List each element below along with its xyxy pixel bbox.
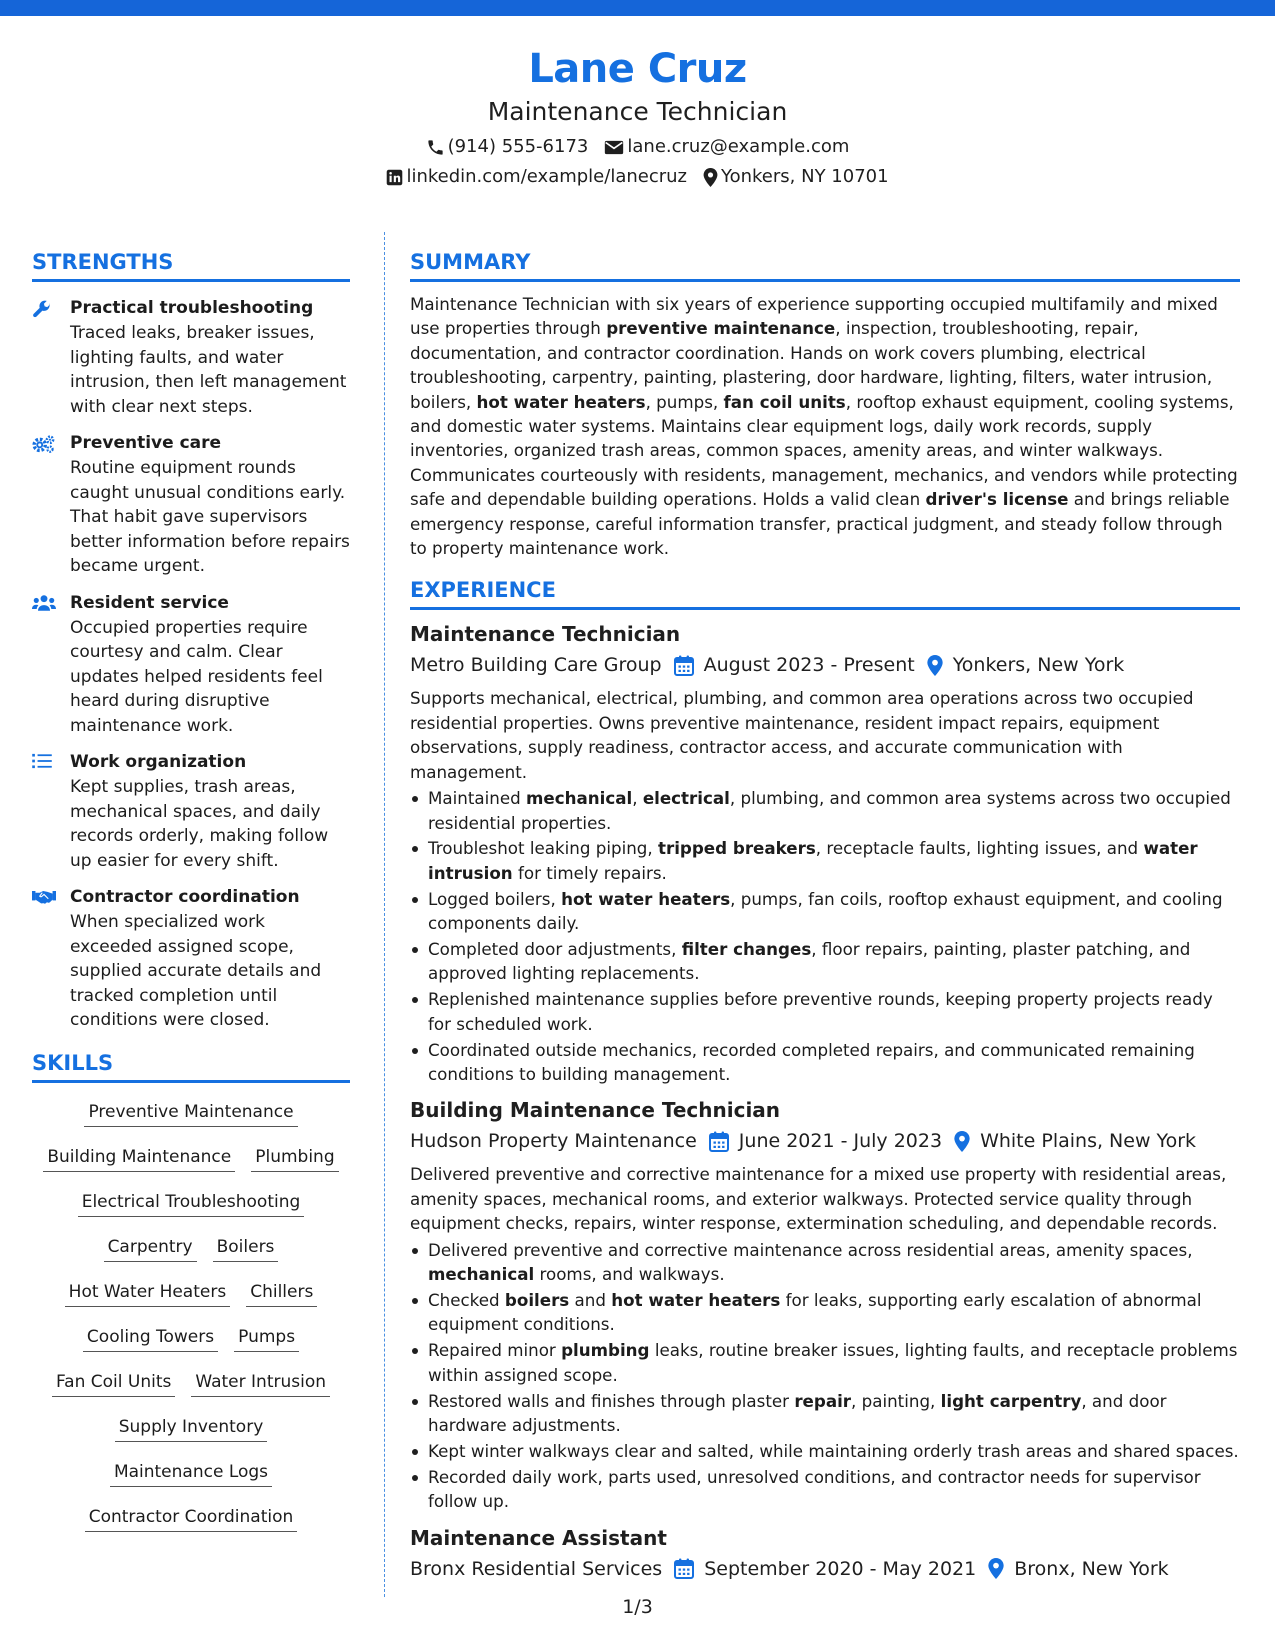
job-meta: [410, 1554, 1240, 1584]
skill-tag: Chillers: [246, 1281, 317, 1307]
job-entry: [410, 620, 1240, 1086]
skill-row: [32, 1361, 350, 1406]
bullet-item: [410, 1038, 1240, 1087]
strength-title: Resident service: [70, 592, 229, 613]
text-run: rooms, and walkways.: [534, 1264, 725, 1285]
column-divider: [384, 232, 385, 1597]
text-run: Maintenance Technician with six years of experience supporting occupied multifamily and mixed use properties through: [410, 294, 1218, 339]
bold-keyword: fan coil units: [723, 391, 846, 412]
calendar-icon: [709, 1131, 729, 1152]
company-name: Hudson Property Maintenance: [410, 1130, 697, 1153]
map-pin-icon: [927, 655, 943, 676]
skill-tag: Contractor Coordination: [85, 1506, 298, 1532]
top-accent-bar: [0, 0, 1275, 16]
bold-keyword: hot water heaters: [476, 391, 646, 412]
text-run: Replenished maintenance supplies before preventive rounds, keeping property projects ready for scheduled work.: [428, 989, 1213, 1034]
strength-body: [70, 591, 350, 739]
experience-section: [410, 576, 1240, 1583]
text-run: Delivered preventive and corrective maintenance across residential areas, amenity spaces,: [428, 1239, 1193, 1260]
bold-keyword: hot water heaters: [561, 888, 731, 909]
strengths-list: [32, 296, 350, 1033]
job-title: Building Maintenance Technician: [410, 1098, 781, 1123]
job-meta: [410, 650, 1240, 680]
text-run: Kept winter walkways clear and salted, while maintaining orderly trash areas and shared spaces.: [428, 1440, 1239, 1461]
location-text: White Plains, New York: [980, 1130, 1197, 1153]
job-company: [410, 1554, 662, 1584]
strength-title: Work organization: [70, 752, 247, 772]
skill-row: [32, 1136, 350, 1181]
skill-tag: Boilers: [213, 1236, 279, 1262]
skill-tag: Fan Coil Units: [52, 1371, 175, 1397]
dates-text: September 2020 - May 2021: [704, 1557, 977, 1580]
text-run: , pumps, fan coils, rooftop exhaust equipment, and cooling components daily.: [428, 888, 1223, 934]
bullet-list: [410, 786, 1240, 1086]
skill-tag: Plumbing: [251, 1146, 338, 1172]
text-run: Logged boilers,: [428, 888, 562, 909]
strength-body: [70, 296, 350, 419]
text-run: and: [569, 1290, 612, 1310]
strength-desc: When specialized work exceeded assigned scope, supplied accurate details and tracked completion until conditions were closed.: [70, 912, 322, 1030]
location-text: Bronx, New York: [1014, 1557, 1169, 1580]
summary-text: [410, 292, 1240, 560]
bullet-item: [410, 987, 1240, 1036]
strength-title: Practical troubleshooting: [70, 298, 314, 318]
summary-heading: SUMMARY: [410, 248, 1240, 282]
strength-body: [70, 885, 350, 1033]
candidate-name: Lane Cruz: [528, 46, 747, 92]
company-name: Metro Building Care Group: [410, 654, 662, 677]
strength-title: Preventive care: [70, 433, 222, 453]
strength-title: Contractor coordination: [70, 887, 300, 907]
bullet-item: [410, 1338, 1240, 1387]
strength-body: [70, 750, 350, 873]
map-pin-icon: [988, 1558, 1004, 1579]
job-title: Maintenance Technician: [410, 622, 681, 647]
bold-keyword: mechanical: [525, 788, 633, 809]
bold-keyword: boilers: [504, 1290, 570, 1310]
skill-row: [32, 1316, 350, 1361]
text-run: for timely repairs.: [512, 862, 667, 883]
skill-row: [32, 1226, 350, 1271]
linkedin-text: linkedin.com/example/lanecruz: [406, 166, 687, 187]
strength-item: [32, 431, 350, 579]
text-run: Checked: [428, 1290, 505, 1310]
skill-row: [32, 1271, 350, 1316]
job-location: [976, 1554, 1168, 1584]
skill-tag: Supply Inventory: [115, 1416, 268, 1442]
users-icon: [32, 591, 70, 739]
text-run: Maintained: [428, 788, 526, 809]
skill-tag: Electrical Troubleshooting: [78, 1191, 305, 1217]
bullet-item: [410, 937, 1240, 986]
skill-tag: Pumps: [234, 1326, 299, 1352]
strength-desc: Routine equipment rounds caught unusual conditions early. That habit gave supervisors better information before repairs became urgent.: [70, 458, 350, 576]
candidate-title: Maintenance Technician: [487, 97, 788, 126]
calendar-icon: [674, 655, 694, 676]
wrench-icon: [32, 296, 70, 419]
text-run: , rooftop exhaust equipment, cooling systems, and domestic water systems. Maintains clear equipment logs, daily work records, supply inventories, organized trash areas, common spaces, amenity areas, and winter walkways. Communicates courteously with residents, management, mechanics, and vendors while protecting safe and dependable building operations. Holds a valid clean: [410, 391, 1238, 510]
strength-item: [32, 296, 350, 419]
dates-text: August 2023 - Present: [703, 654, 915, 677]
job-dates: [697, 1126, 942, 1156]
job-meta: [410, 1126, 1240, 1156]
map-pin-icon: [703, 168, 718, 187]
resume-header: [0, 42, 1275, 192]
linkedin-icon: [386, 169, 403, 186]
strength-item: [32, 591, 350, 739]
bold-keyword: repair: [794, 1390, 852, 1411]
skill-row: [32, 1181, 350, 1226]
text-run: Troubleshot leaking piping,: [428, 838, 658, 859]
strength-body: [70, 431, 350, 579]
job-location: [915, 650, 1125, 680]
contact-row-2: [0, 162, 1275, 192]
location-item: [703, 162, 889, 192]
bullet-item: [410, 1238, 1240, 1287]
job-description: Supports mechanical, electrical, plumbing, and common area operations across two occupied residential properties. Owns preventive maintenance, resident impact repairs, equipment observations, supply readiness, contractor access, and accurate communication with management.: [410, 688, 1194, 782]
phone-item[interactable]: [426, 132, 589, 162]
text-run: , and door hardware adjustments.: [428, 1390, 1167, 1436]
bold-keyword: preventive maintenance: [606, 318, 836, 339]
strength-desc: Kept supplies, trash areas, mechanical spaces, and daily records orderly, making follow up easier for every shift.: [70, 777, 329, 871]
job-dates: [662, 650, 915, 680]
email-item[interactable]: [604, 132, 849, 162]
job-entry: [410, 1524, 1240, 1584]
job-list: [410, 620, 1240, 1583]
map-pin-icon: [954, 1131, 970, 1152]
text-run: Coordinated outside mechanics, recorded completed repairs, and communicated remaining conditions to building management.: [428, 1039, 1195, 1085]
job-company: [410, 1126, 697, 1156]
skill-tag: Maintenance Logs: [110, 1461, 272, 1487]
skill-tag: Carpentry: [104, 1236, 197, 1262]
job-title: Maintenance Assistant: [410, 1525, 667, 1550]
bold-keyword: electrical: [642, 788, 730, 809]
bullet-item: [410, 786, 1240, 835]
bullet-item: [410, 1389, 1240, 1438]
bullet-item: [410, 1465, 1240, 1514]
email-text: lane.cruz@example.com: [627, 136, 850, 157]
text-run: Completed door adjustments,: [428, 939, 682, 960]
bold-keyword: plumbing: [561, 1340, 650, 1361]
page-number: 1/3: [622, 1596, 653, 1618]
strength-item: [32, 750, 350, 873]
skills-list: [32, 1091, 350, 1541]
skill-tag: Building Maintenance: [43, 1146, 235, 1172]
text-run: for leaks, supporting early escalation of abnormal equipment conditions.: [428, 1290, 1202, 1335]
skill-row: [32, 1406, 350, 1451]
bullet-item: [410, 1439, 1240, 1463]
skills-section: [32, 1049, 350, 1541]
strength-item: [32, 885, 350, 1033]
text-run: , inspection, troubleshooting, repair, documentation, and contractor coordination. Hands on work covers plumbing, electrical troubleshooting, carpentry, painting, plastering, door hardware, lighting, filters, water intrusion, boilers,: [410, 318, 1213, 412]
skill-tag: Cooling Towers: [83, 1326, 218, 1352]
left-column: [32, 248, 350, 1541]
job-description: Delivered preventive and corrective maintenance for a mixed use property with residential areas, amenity spaces, mechanical rooms, and exterior walkways. Protected service quality through equipment checks, repairs, winter response, extermination scheduling, and dependable records.: [410, 1164, 1227, 1234]
bold-keyword: tripped breakers: [657, 838, 816, 859]
dates-text: June 2021 - July 2023: [738, 1130, 943, 1153]
phone-text: (914) 555-6173: [447, 136, 589, 157]
bullet-item: [410, 1288, 1240, 1337]
company-name: Bronx Residential Services: [410, 1557, 663, 1580]
location-text: Yonkers, NY 10701: [721, 166, 889, 187]
bullet-item: [410, 836, 1240, 885]
text-run: ,: [632, 788, 643, 809]
bullet-list: [410, 1238, 1240, 1514]
bold-keyword: mechanical: [428, 1264, 535, 1285]
text-run: leaks, routine breaker issues, lighting faults, and receptacle problems within assigned scope.: [428, 1340, 1238, 1385]
text-run: , plumbing, and common area systems across two occupied residential properties.: [428, 788, 1231, 833]
strength-desc: Occupied properties require courtesy and calm. Clear updates helped residents feel heard during disruptive maintenance work.: [70, 617, 323, 736]
list-icon: [32, 750, 70, 873]
skills-heading: SKILLS: [32, 1049, 350, 1083]
text-run: , pumps,: [645, 391, 724, 412]
bullet-item: [410, 887, 1240, 936]
skill-row: [32, 1091, 350, 1136]
handshake-icon: [32, 885, 70, 1033]
bold-keyword: driver's license: [925, 489, 1069, 510]
linkedin-item[interactable]: [386, 162, 687, 192]
calendar-icon: [674, 1558, 694, 1579]
job-entry: [410, 1096, 1240, 1513]
skill-row: [32, 1451, 350, 1496]
bold-keyword: water intrusion: [428, 838, 1198, 883]
text-run: , receptacle faults, lighting issues, and: [815, 838, 1144, 859]
skill-tag: Water Intrusion: [191, 1371, 330, 1397]
skill-row: [32, 1496, 350, 1541]
job-dates: [662, 1554, 976, 1584]
job-location: [942, 1126, 1196, 1156]
text-run: Restored walls and finishes through plaster: [428, 1390, 795, 1411]
bold-keyword: filter changes: [681, 939, 812, 960]
gears-icon: [32, 431, 70, 579]
text-run: Repaired minor: [428, 1340, 562, 1361]
envelope-icon: [604, 139, 624, 156]
phone-icon: [426, 138, 445, 157]
skill-tag: Preventive Maintenance: [84, 1101, 297, 1127]
experience-heading: EXPERIENCE: [410, 576, 1240, 610]
text-run: , painting,: [851, 1390, 941, 1411]
right-column: [410, 248, 1240, 1584]
strengths-heading: STRENGTHS: [32, 248, 350, 282]
text-run: Recorded daily work, parts used, unresolved conditions, and contractor needs for supervisor follow up.: [428, 1466, 1201, 1512]
skill-tag: Hot Water Heaters: [65, 1281, 231, 1307]
text-run: , floor repairs, painting, plaster patching, and approved lighting replacements.: [428, 939, 1191, 984]
contact-row-1: [0, 132, 1275, 162]
bold-keyword: hot water heaters: [611, 1290, 781, 1310]
bold-keyword: light carpentry: [940, 1390, 1082, 1411]
location-text: Yonkers, New York: [952, 654, 1125, 677]
text-run: and brings reliable emergency response, careful information transfer, practical judgment, and steady follow through to property maintenance work.: [410, 489, 1230, 559]
strength-desc: Traced leaks, breaker issues, lighting faults, and water intrusion, then left management with clear next steps.: [70, 323, 347, 417]
job-company: [410, 650, 662, 680]
